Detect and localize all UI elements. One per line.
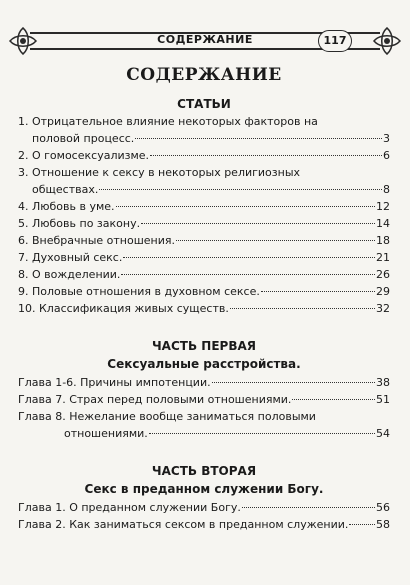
toc-page-number: 3 (383, 132, 390, 145)
toc-entry (18, 147, 390, 164)
part2-heading: ЧАСТЬ ВТОРАЯ (151, 464, 257, 478)
toc-entry (18, 215, 390, 232)
leader-dots (212, 382, 375, 383)
toc-page-number: 38 (376, 376, 390, 389)
leader-dots (349, 524, 375, 525)
page-header (0, 0, 410, 62)
leader-dots (123, 257, 375, 258)
leader-dots (149, 433, 375, 434)
leader-dots (121, 274, 375, 275)
toc-entry (18, 408, 390, 442)
toc-page-number: 32 (376, 302, 390, 315)
leader-dots (176, 240, 375, 241)
toc-entry-title-cont: обществах. (32, 183, 99, 196)
toc-page-number: 56 (376, 501, 390, 514)
toc-content (18, 62, 390, 533)
leader-dots (116, 206, 375, 207)
toc-page-number: 12 (376, 200, 390, 213)
articles-heading: СТАТЬИ (177, 97, 231, 111)
leader-dots (230, 308, 375, 309)
leader-dots (242, 507, 375, 508)
toc-entry (18, 391, 390, 408)
leader-dots (150, 155, 382, 156)
toc-page-number: 51 (376, 393, 390, 406)
toc-entry (18, 516, 390, 533)
toc-entry-title: 3. Отношение к сексу в некоторых религиозных (18, 166, 301, 179)
toc-entry-title: Глава 7. Страх перед половыми отношениями. (18, 393, 292, 406)
part1-heading: ЧАСТЬ ПЕРВАЯ (151, 339, 256, 353)
toc-entry (18, 113, 390, 147)
toc-page-number: 21 (376, 251, 390, 264)
toc-page-number: 8 (383, 183, 390, 196)
toc-entry-title: 8. О вожделении. (18, 268, 121, 281)
toc-entry-title: 5. Любовь по закону. (18, 217, 141, 230)
toc-entry-title: 2. О гомосексуализме. (18, 149, 150, 162)
articles-list (18, 113, 390, 317)
toc-entry (18, 266, 390, 283)
toc-entry-title-cont: отношениями. (64, 427, 148, 440)
toc-entry-title: 9. Половые отношения в духовном сексе. (18, 285, 260, 298)
running-header-title: СОДЕРЖАНИЕ (157, 33, 253, 46)
toc-entry (18, 232, 390, 249)
page-number: 117 (318, 30, 352, 52)
leader-dots (261, 291, 375, 292)
toc-page-number: 58 (376, 518, 390, 531)
toc-entry (18, 300, 390, 317)
toc-entry-title-cont: половой процесс. (32, 132, 135, 145)
toc-entry (18, 198, 390, 215)
toc-page-number: 29 (376, 285, 390, 298)
part1-subtitle: Сексуальные расстройства. (107, 357, 301, 371)
toc-page-number: 26 (376, 268, 390, 281)
ornament-icon (372, 26, 402, 56)
toc-entry-title: 6. Внебрачные отношения. (18, 234, 175, 247)
part1-list (18, 374, 390, 442)
leader-dots (135, 138, 382, 139)
part2-subtitle: Секс в преданном служении Богу. (84, 482, 324, 496)
toc-entry (18, 283, 390, 300)
leader-dots (292, 399, 375, 400)
part2-list (18, 499, 390, 533)
leader-dots (141, 223, 375, 224)
toc-page-number: 14 (376, 217, 390, 230)
toc-page-number: 54 (376, 427, 390, 440)
leader-dots (99, 189, 382, 190)
toc-entry-title: Глава 8. Нежелание вообще заниматься половыми (18, 410, 316, 423)
toc-entry-title: Глава 1. О преданном служении Богу. (18, 501, 241, 514)
toc-entry (18, 249, 390, 266)
toc-entry-title: Глава 1-6. Причины импотенции. (18, 376, 211, 389)
toc-entry-title: 1. Отрицательное влияние некоторых факторов на (18, 115, 318, 128)
page-title: СОДЕРЖАНИЕ (126, 65, 282, 85)
toc-page-number: 18 (376, 234, 390, 247)
toc-entry (18, 499, 390, 516)
toc-entry (18, 164, 390, 198)
toc-entry-title: 7. Духовный секс. (18, 251, 123, 264)
toc-entry-title: 10. Классификация живых существ. (18, 302, 229, 315)
toc-entry-title: 4. Любовь в уме. (18, 200, 115, 213)
toc-page-number: 6 (383, 149, 390, 162)
toc-entry (18, 374, 390, 391)
toc-entry-title: Глава 2. Как заниматься сексом в преданном служении. (18, 518, 349, 531)
